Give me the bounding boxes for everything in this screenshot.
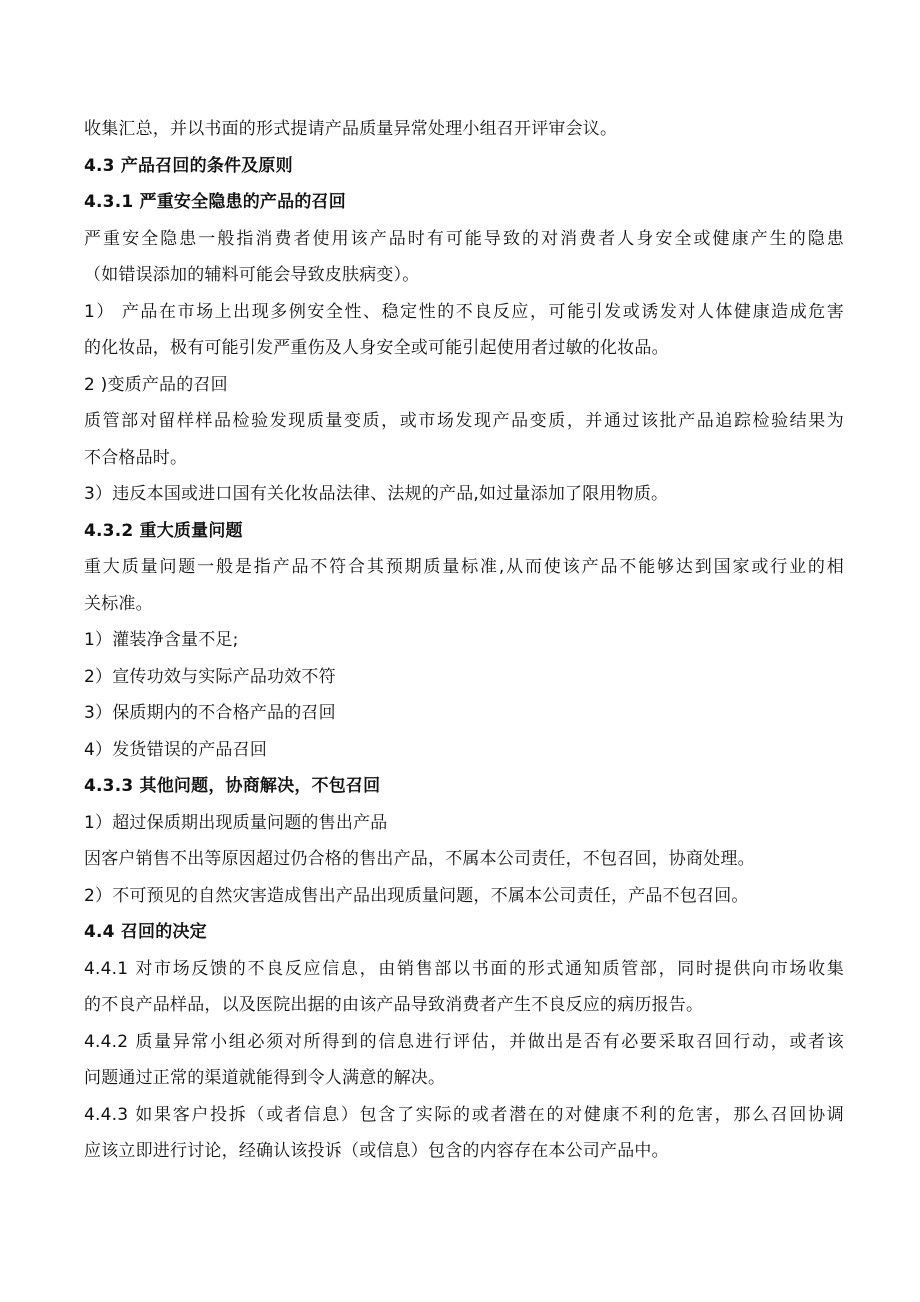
text-line: 3）违反本国或进口国有关化妆品法律、法规的产品,如过量添加了限用物质。 [84,484,669,504]
text-line: 2）不可预见的自然灾害造成售出产品出现质量问题，不属本公司责任，产品不包召回。 [84,885,749,906]
text-line: 收集汇总，并以书面的形式提请产品质量异常处理小组召开评审会议。 [84,119,618,139]
text-line: 问题通过正常的渠道就能得到令人满意的解决。 [84,1068,446,1088]
text-line: 4.4.2 质量异常小组必须对所得到的信息进行评估，并做出是否有必要采取召回行动，或者该 [84,1031,844,1052]
text-line: 4.4.1 对市场反馈的不良反应信息，由销售部以书面的形式通知质管部，同时提供向市场收集 [84,958,844,979]
text-line: 应该立即进行讨论，经确认该投诉（或信息）包含的内容存在本公司产品中。 [84,1141,669,1161]
section-heading: 4.4 召回的决定 [84,922,207,942]
section-heading: 4.3 产品召回的条件及原则 [84,155,293,176]
text-line: 1）灌装净含量不足; [84,630,239,650]
text-line: 2）宣传功效与实际产品功效不符 [84,666,336,687]
text-line: 4.4.3 如果客户投拆（或者信息）包含了实际的或者潜在的对健康不利的危害，那么召回协调 [84,1104,844,1125]
text-line: 的不良产品样品，以及医院出据的由该产品导致消费者产生不良反应的病历报告。 [84,995,704,1015]
text-line: 的化妆品，极有可能引发严重伤及人身安全或可能引起使用者过敏的化妆品。 [84,338,669,358]
text-line: 重大质量问题一般是指产品不符合其预期质量标准,从而使该产品不能够达到国家或行业的相 [84,557,844,577]
section-heading: 4.3.3 其他问题，协商解决，不包召回 [84,776,381,796]
text-line: 1） 产品在市场上出现多例安全性、稳定性的不良反应，可能引发或诱发对人体健康造成危害 [84,301,844,322]
text-line: 关标准。 [84,593,153,614]
section-heading: 4.3.2 重大质量问题 [84,520,243,541]
text-line: 因客户销售不出等原因超过仍合格的售出产品，不属本公司责任，不包召回，协商处理。 [84,849,755,869]
text-line: （如错误添加的辅料可能会导致皮肤病变）。 [84,265,420,285]
text-line: 2 )变质产品的召回 [84,374,228,395]
text-line: 1）超过保质期出现质量问题的售出产品 [84,812,388,833]
document-body [84,111,844,1170]
text-line: 3）保质期内的不合格产品的召回 [84,703,336,723]
text-line: 质管部对留样样品检验发现质量变质，或市场发现产品变质，并通过该批产品追踪检验结果为 [84,411,844,431]
text-line: 严重安全隐患一般指消费者使用该产品时有可能导致的对消费者人身安全或健康产生的隐患 [84,228,844,249]
text-line: 不合格品时。 [84,447,188,468]
section-heading: 4.3.1 严重安全隐患的产品的召回 [84,192,346,212]
text-line: 4）发货错误的产品召回 [84,739,268,760]
